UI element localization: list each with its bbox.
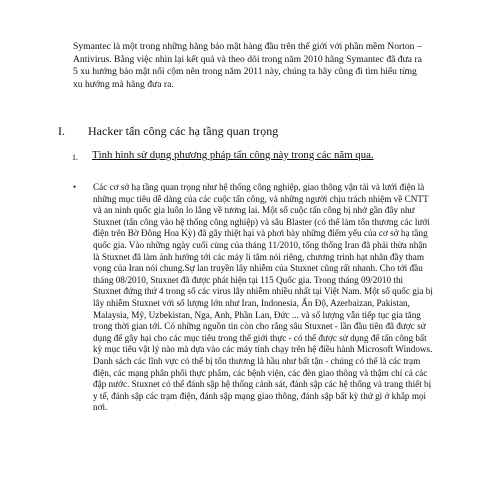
bullet-item xyxy=(73,182,433,414)
section-title: Hacker tấn công các hạ tầng quan trọng xyxy=(88,124,279,138)
section-heading xyxy=(58,124,438,139)
bullet-text: Các cơ sở hạ tầng quan trọng như hệ thống công nghiệp, giao thông vận tải và lưới điện là những mục tiêu dễ dàng của các cuộc tấn công, và những người chịu trách nhiệm về CNTT và an ninh quốc gia luôn lo lắng về tương lai. Một số cuộc tấn công bị nhớ gần đây như Stuxnet (tấn công vào hệ thống công nghiệp) và sâu Blaster (có thể làm tổn thương các lưới điện trên Bờ Đông Hoa Kỳ) đã gây thiệt hại và phơi bày những điểm yếu của cơ sở hạ tầng quốc gia. Vào những ngày cuối cùng của tháng 11/2010, tổng thống Iran đã phải thừa nhận là Stuxnet đã làm ảnh hưởng tới các máy li tâm nói riêng, chương trình hạt nhân đầy tham vọng của Iran nói chung.Sự lan truyền lây nhiễm của Stuxnet cũng rất nhanh. Cho tới đầu tháng 08/2010, Stuxnet đã được phát hiện tại 115 Quốc gia. Trong tháng 09/2010 thì Stuxnet đứng thứ 4 trong số các virus lây nhiễm nhiều nhất tại Việt Nam. Một số quốc gia bị lây nhiễm Stuxnet với số lượng lớn như Iran, Indonesia, Ấn Độ, Azerbaizan, Pakistan, Malaysia, Mỹ, Uzbekistan, Nga, Anh, Phần Lan, Đức ... và số lượng vẫn tiếp tục gia tăng trong thời gian tới. Có những nguồn tin còn cho rằng sâu Stuxnet - lần đầu tiên đã được sử dụng để gây hại cho các mục tiêu trong thế giới thực - có thể được sử dụng để tấn công bất kỳ mục tiêu vật lý nào mà dựa vào các máy tính chạy trên hệ điều hành Microsoft Windows. Danh sách các lĩnh vực có thể bị tổn thương là hầu như bất tận - chúng có thể là các trạm điện, các mạng phân phối thực phẩm, các bệnh viện, các đèn giao thông và thậm chí cả các đập nước. Stuxnet có thể đánh sập hệ thống cảnh sát, đánh sập các hệ thống và trang thiết bị y tế, đánh sập các trạm điện, đánh sập mạng giao thông, đánh sập bất kỳ thứ gì ở khắp mọi nơi. xyxy=(93,182,433,413)
bullet-marker: • xyxy=(73,182,77,192)
section-number: I. xyxy=(58,124,65,138)
subsection-heading xyxy=(72,148,432,165)
intro-paragraph: Symantec là một trong những hãng bảo mật hàng đầu trên thế giới với phần mềm Norton – Antivirus. Bằng việc nhìn lại kết quả và theo dõi trong năm 2010 hãng Symantec đã đưa ra 5 xu hướng bảo mật nổi cộm nên trong năm 2011 này, chúng ta hãy cũng đi tìm hiểu từng xu hướng mà hãng đưa ra. xyxy=(73,41,422,90)
subsection-number: 1. xyxy=(72,153,78,162)
subsection-title: Tình hình sử dụng phương pháp tấn công này trong các năm qua. xyxy=(92,149,374,161)
